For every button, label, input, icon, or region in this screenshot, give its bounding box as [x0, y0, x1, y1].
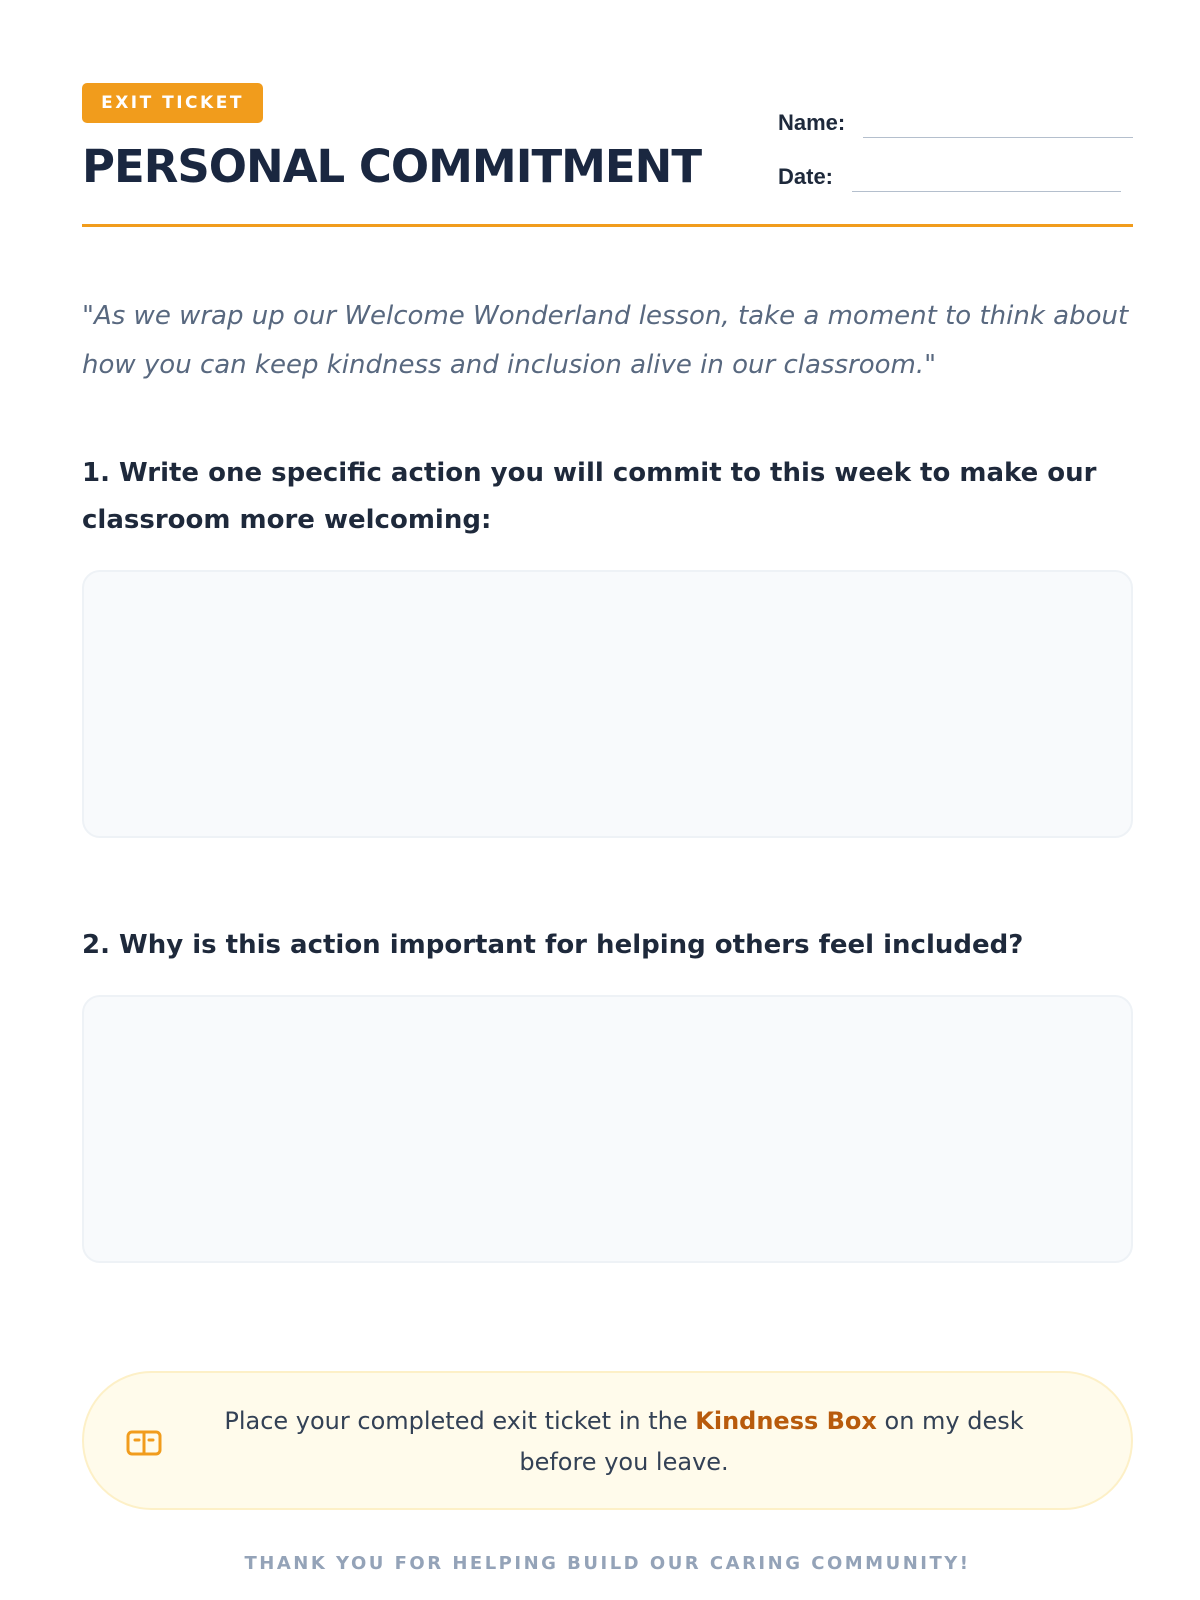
answer-box-1[interactable]: [82, 570, 1133, 838]
notice-text: [194, 1401, 1054, 1483]
name-label: Name:: [778, 110, 846, 135]
intro-quote: "As we wrap up our Welcome Wonderland lesson, take a moment to think about how you can keep kindness and inclusion alive in our classroom.": [82, 301, 1129, 380]
date-label: Date:: [778, 164, 834, 189]
answer-box-2[interactable]: [82, 995, 1133, 1263]
exit-ticket-badge: EXIT TICKET: [82, 83, 263, 123]
worksheet-header: [82, 83, 1133, 227]
name-line-field[interactable]: [863, 137, 1133, 138]
submission-notice: [82, 1371, 1133, 1510]
footer-message: THANK YOU FOR HELPING BUILD OUR CARING COMMUNITY!: [244, 1553, 971, 1574]
notice-text-before: Place your completed exit ticket in the: [224, 1407, 696, 1435]
box-icon: [126, 1429, 162, 1457]
question-1: 1. Write one specific action you will commit to this week to make our classroom more welcoming:: [82, 458, 1097, 535]
question-2: 2. Why is this action important for helping others feel included?: [82, 930, 1024, 960]
kindness-box-highlight: Kindness Box: [695, 1407, 877, 1435]
page-title: PERSONAL COMMITMENT: [82, 140, 702, 193]
date-line-field[interactable]: [852, 191, 1121, 192]
notice-text-after: on my desk before you leave.: [519, 1407, 1024, 1476]
